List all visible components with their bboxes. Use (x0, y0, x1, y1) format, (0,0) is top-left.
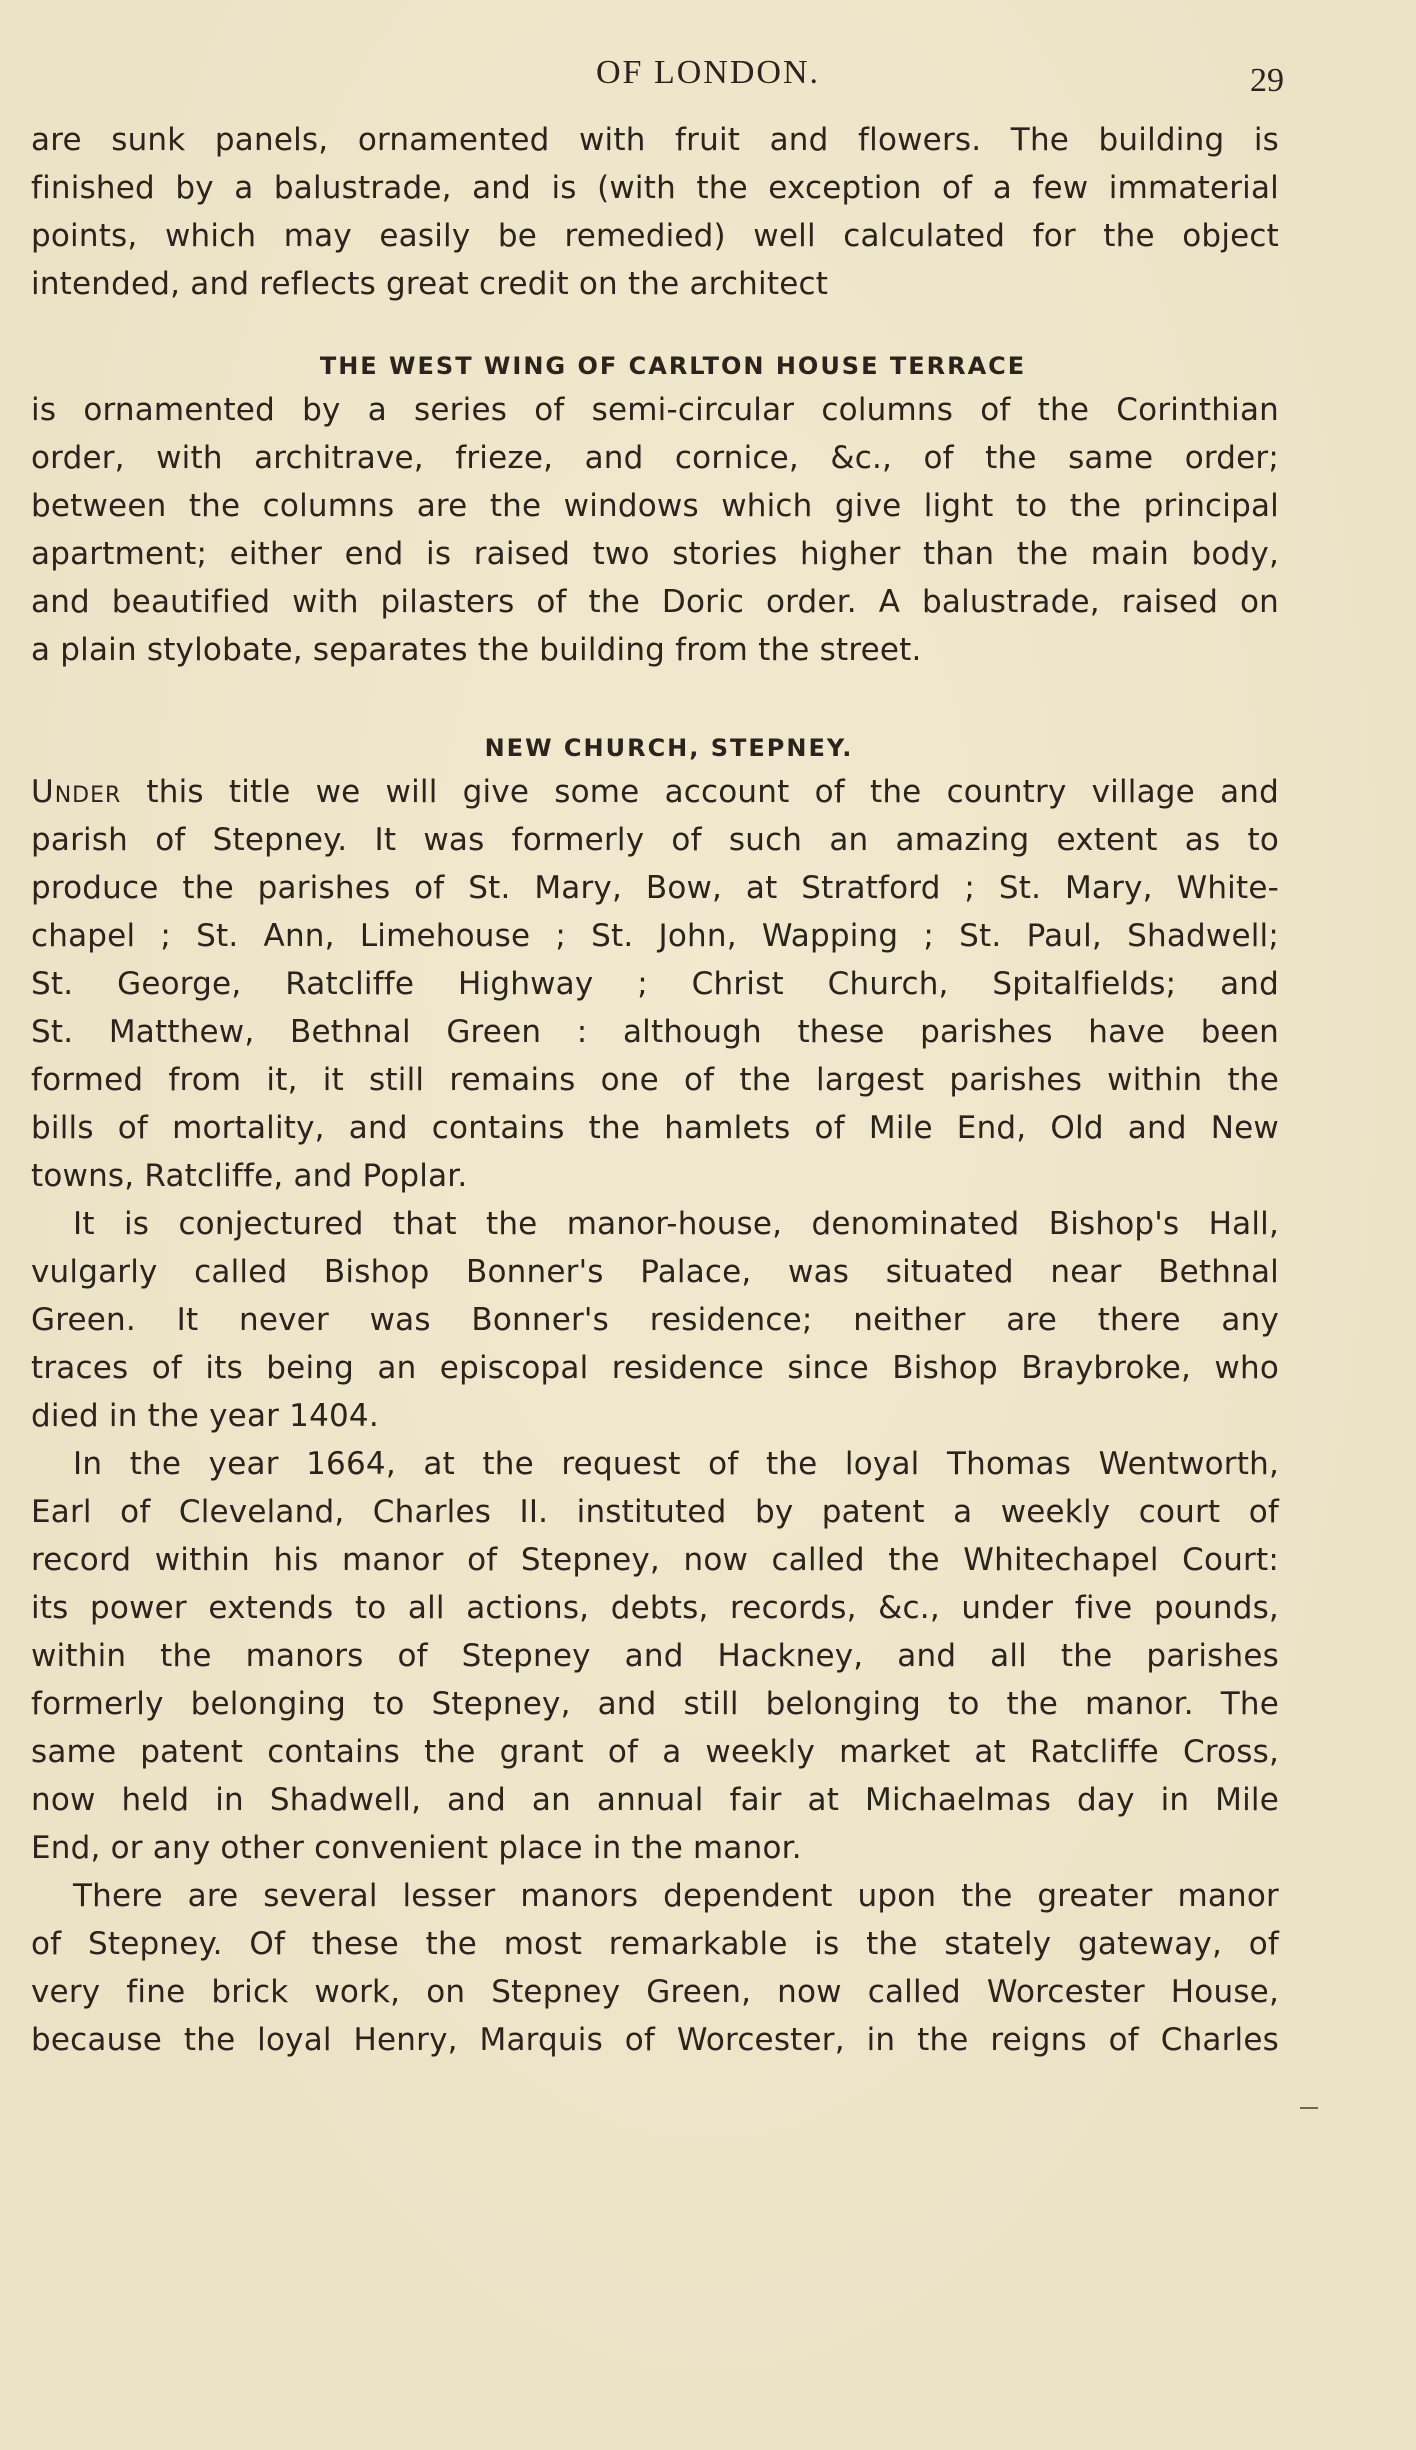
text-line: died in the year 1404. (31, 1398, 379, 1434)
text-line: and beautified with pilasters of the Doric order. A balustrade, raised on (31, 584, 1279, 620)
section-heading-carlton: THE WEST WING OF CARLTON HOUSE TERRACE (319, 352, 1027, 380)
text-line: traces of its being an episcopal residence since Bishop Braybroke, who (31, 1350, 1279, 1386)
text-line: same patent contains the grant of a weekly market at Ratcliffe Cross, (31, 1734, 1279, 1770)
text-line: order, with architrave, frieze, and cornice, &c., of the same order; (31, 440, 1279, 476)
text-line: apartment; either end is raised two stories higher than the main body, (31, 536, 1279, 572)
text-line: Earl of Cleveland, Charles II. instituted by patent a weekly court of (31, 1494, 1279, 1530)
text-line: its power extends to all actions, debts, records, &c., under five pounds, (31, 1590, 1279, 1626)
text-line: intended, and reflects great credit on the architect (31, 266, 829, 302)
catchword-mark (1300, 2107, 1318, 2109)
text-line: chapel ; St. Ann, Limehouse ; St. John, Wapping ; St. Paul, Shadwell; (31, 918, 1279, 954)
text-line: Green. It never was Bonner's residence; neither are there any (31, 1302, 1279, 1338)
text-line: points, which may easily be remedied) well calculated for the object (31, 218, 1279, 254)
text-line: formed from it, it still remains one of the largest parishes within the (31, 1062, 1279, 1098)
section-heading-stepney: NEW CHURCH, STEPNEY. (484, 734, 854, 762)
text-line: is ornamented by a series of semi-circular columns of the Corinthian (31, 392, 1279, 428)
text-line: In the year 1664, at the request of the loyal Thomas Wentworth, (73, 1446, 1279, 1482)
spacer (31, 308, 1279, 346)
spacer (31, 674, 1279, 728)
lead-word: Under (31, 774, 122, 810)
text-line: formerly belonging to Stepney, and still belonging to the manor. The (31, 1686, 1279, 1722)
text-line: There are several lesser manors dependent upon the greater manor (73, 1878, 1279, 1914)
text-line: between the columns are the windows which give light to the principal (31, 488, 1279, 524)
text-run: this title we will give some account of the country village and (121, 774, 1279, 810)
text-line (31, 768, 1279, 816)
text-line: of Stepney. Of these the most remarkable is the stately gateway, of (31, 1926, 1279, 1962)
text-line: finished by a balustrade, and is (with the exception of a few immaterial (31, 170, 1279, 206)
body-text (31, 116, 1279, 2064)
text-line: It is conjectured that the manor-house, denominated Bishop's Hall, (73, 1206, 1279, 1242)
text-line: within the manors of Stepney and Hackney, and all the parishes (31, 1638, 1279, 1674)
text-line: because the loyal Henry, Marquis of Worcester, in the reigns of Charles (31, 2022, 1279, 2058)
text-line: now held in Shadwell, and an annual fair at Michaelmas day in Mile (31, 1782, 1279, 1818)
text-line: very fine brick work, on Stepney Green, now called Worcester House, (31, 1974, 1279, 2010)
text-line: a plain stylobate, separates the building from the street. (31, 632, 922, 668)
text-line: parish of Stepney. It was formerly of such an amazing extent as to (31, 822, 1279, 858)
text-line: St. Matthew, Bethnal Green : although these parishes have been (31, 1014, 1279, 1050)
page-number: 29 (1250, 62, 1284, 99)
text-line: produce the parishes of St. Mary, Bow, at Stratford ; St. Mary, White- (31, 870, 1279, 906)
text-line: bills of mortality, and contains the hamlets of Mile End, Old and New (31, 1110, 1279, 1146)
text-line: End, or any other convenient place in the manor. (31, 1830, 802, 1866)
text-line: vulgarly called Bishop Bonner's Palace, was situated near Bethnal (31, 1254, 1279, 1290)
text-line: record within his manor of Stepney, now called the Whitechapel Court: (31, 1542, 1279, 1578)
text-line: St. George, Ratcliffe Highway ; Christ Church, Spitalfields; and (31, 966, 1279, 1002)
text-line: towns, Ratcliffe, and Poplar. (31, 1158, 468, 1194)
running-title: OF LONDON. (596, 54, 820, 91)
text-line: are sunk panels, ornamented with fruit and flowers. The building is (31, 122, 1279, 158)
